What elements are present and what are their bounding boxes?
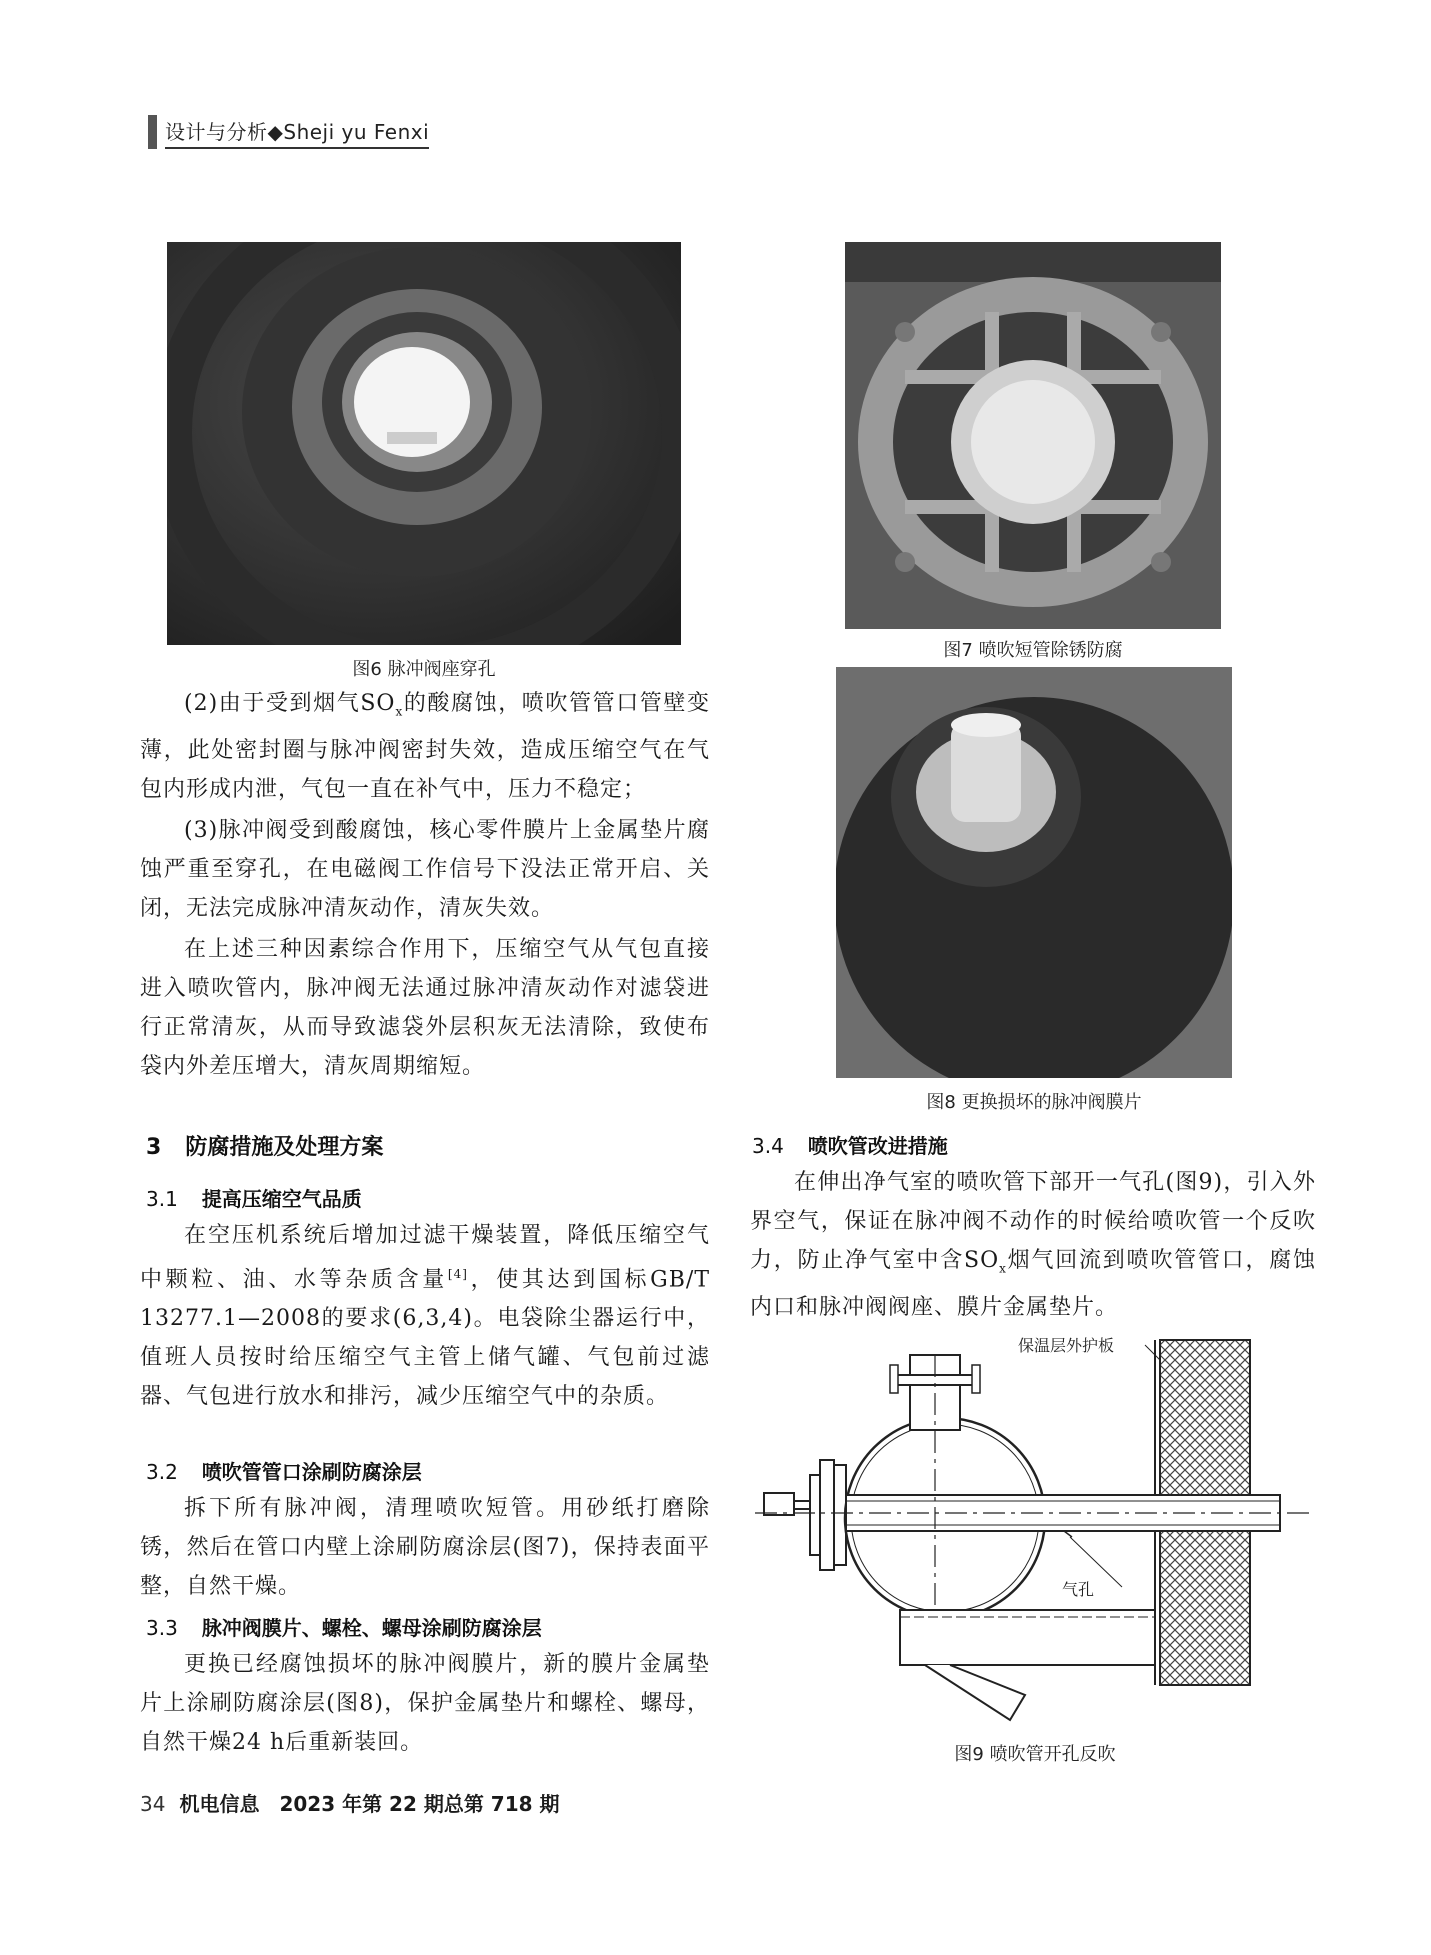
section-3-2-body: 拆下所有脉冲阀，清理喷吹短管。用砂纸打磨除锈，然后在管口内壁上涂刷防腐涂层(图7)，保持表面平整，自然干燥。 — [140, 1496, 710, 1599]
header-text: 设计与分析◆Sheji yu Fenxi — [165, 116, 429, 149]
paragraph-2: (2)由于受到烟气$SO_x$的酸腐蚀，喷吹管管口管壁变薄，此处密封圈与脉冲阀密封失效，造成压缩空气在气包内形成内泄，气包一直在补气中，压力不稳定； — [140, 691, 710, 803]
board-label: 保温层外护板 — [1018, 1336, 1115, 1355]
figure-7-caption: 图7 喷吹短管除锈防腐 — [943, 640, 1123, 661]
hole-label: 气孔 — [1062, 1580, 1095, 1599]
left-column-top — [140, 684, 710, 1086]
section-3-1-body: 在空压机系统后增加过滤干燥装置，降低压缩空气中颗粒、油、水等杂质含量[4]，使其达到国标GB/T 13277.1—2008的要求(6,3,4)。电袋除尘器运行中，值班人员按时给压缩空气主管上储气罐、气包前过滤器、气包进行放水和排污，减少压缩空气中的杂质。 — [140, 1223, 710, 1410]
page-number: 34 — [140, 1792, 166, 1816]
page-footer — [140, 1788, 560, 1817]
running-header — [148, 112, 429, 152]
section-3-1-heading: 3.1 提高压缩空气品质 — [146, 1187, 362, 1211]
figure-8-caption: 图8 更换损坏的脉冲阀膜片 — [926, 1092, 1142, 1113]
figure-9-diagram — [750, 1325, 1320, 1725]
paragraph-3: (3)脉冲阀受到酸腐蚀，核心零件膜片上金属垫片腐蚀严重至穿孔，在电磁阀工作信号下没法正常开启、关闭，无法完成脉冲清灰动作，清灰失效。 — [140, 818, 710, 922]
section-3-heading: 3 防腐措施及处理方案 — [146, 1135, 384, 1160]
journal-info: 机电信息 2023 年第 22 期总第 718 期 — [179, 1792, 560, 1816]
figure-8-photo — [836, 667, 1232, 1078]
figure-6-photo — [167, 242, 681, 645]
figure-9-caption: 图9 喷吹管开孔反吹 — [954, 1744, 1116, 1765]
section-3-4-body: 在伸出净气室的喷吹管下部开一气孔(图9)，引入外界空气，保证在脉冲阀不动作的时候给喷吹管一个反吹力，防止净气室中含$SO_x$烟气回流到喷吹管管口，腐蚀内口和脉冲阀阀座、膜片金属垫片。 — [750, 1170, 1316, 1321]
figure-7-photo — [845, 242, 1221, 629]
paragraph-combined-factors: 在上述三种因素综合作用下，压缩空气从气包直接进入喷吹管内，脉冲阀无法通过脉冲清灰动作对滤袋进行正常清灰，从而导致滤袋外层积灰无法清除，致使布袋内外差压增大，清灰周期缩短。 — [140, 937, 710, 1080]
section-3-4-heading: 3.4 喷吹管改进措施 — [752, 1134, 948, 1158]
figure-6-caption: 图6 脉冲阀座穿孔 — [352, 659, 496, 680]
section-3-3-heading: 3.3 脉冲阀膜片、螺栓、螺母涂刷防腐涂层 — [146, 1616, 542, 1640]
header-bar — [148, 115, 157, 149]
section-3-3-body: 更换已经腐蚀损坏的脉冲阀膜片，新的膜片金属垫片上涂刷防腐涂层(图8)，保护金属垫片和螺栓、螺母，自然干燥24 h后重新装回。 — [140, 1652, 710, 1755]
section-3-2-heading: 3.2 喷吹管管口涂刷防腐涂层 — [146, 1460, 422, 1484]
